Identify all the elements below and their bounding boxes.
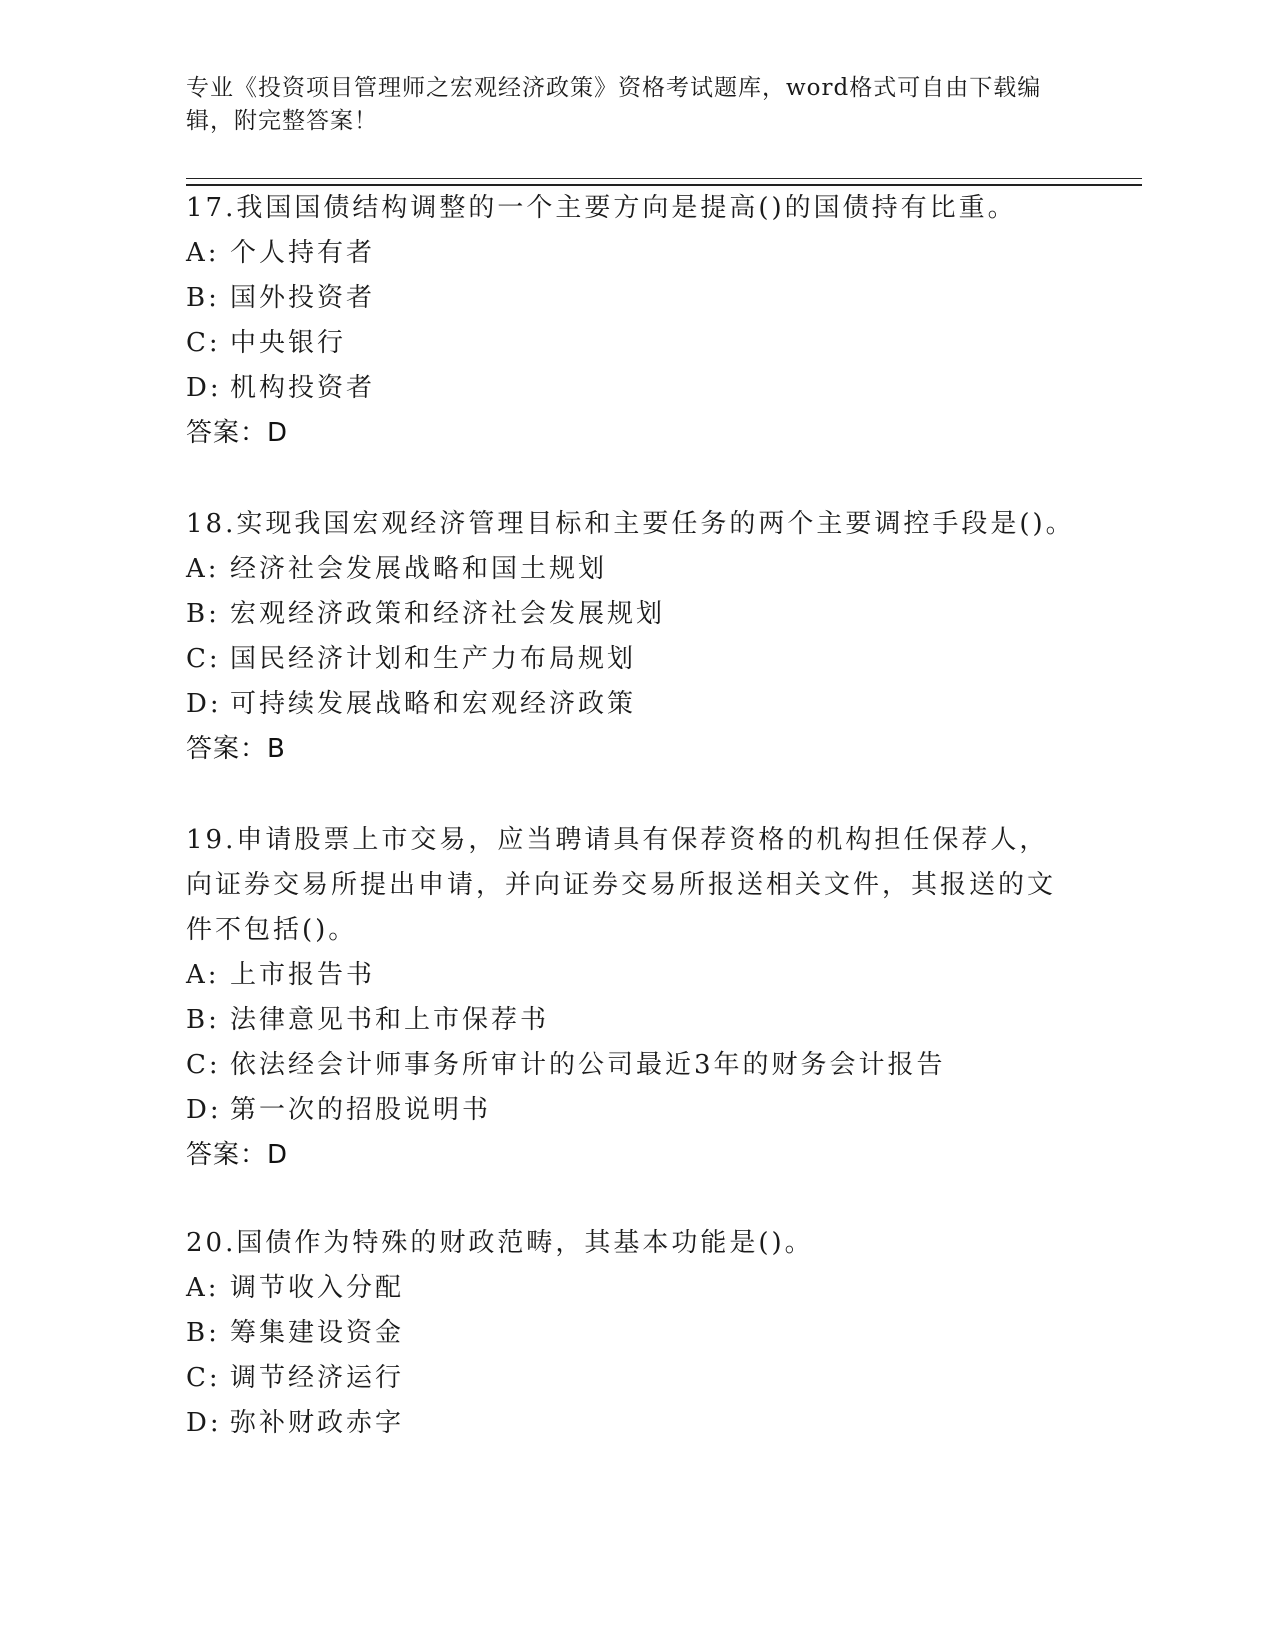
option-c (186, 637, 1086, 682)
option-key: C: (186, 1363, 221, 1393)
question-19 (186, 818, 1086, 1178)
option-text: 国民经济计划和生产力布局规划 (230, 644, 637, 674)
option-text: 中央银行 (230, 328, 347, 358)
header-note: 专业《投资项目管理师之宏观经济政策》资格考试题库，word格式可自由下载编辑，附完整答案！ (186, 75, 1042, 134)
question-stem: 20.国债作为特殊的财政范畴，其基本功能是()。 (186, 1228, 814, 1258)
option-text: 可持续发展战略和宏观经济政策 (230, 689, 637, 719)
option-text: 法律意见书和上市保荐书 (230, 1005, 550, 1035)
option-key: A: (186, 238, 220, 268)
option-text: 调节收入分配 (230, 1273, 405, 1303)
option-text: 经济社会发展战略和国土规划 (230, 554, 608, 584)
option-text: 个人持有者 (230, 238, 376, 268)
option-a (186, 1266, 1086, 1311)
option-b (186, 276, 1086, 321)
question-17 (186, 186, 1086, 456)
option-a (186, 953, 1086, 998)
option-c (186, 1356, 1086, 1401)
answer-label: 答案：B (186, 734, 286, 764)
option-text: 国外投资者 (230, 283, 376, 313)
option-text: 机构投资者 (230, 373, 376, 403)
option-text: 弥补财政赤字 (230, 1408, 405, 1438)
option-key: B: (186, 1005, 220, 1035)
option-c (186, 1043, 1086, 1088)
option-key: D: (186, 689, 222, 719)
question-stem: 17.我国国债结构调整的一个主要方向是提高()的国债持有比重。 (186, 193, 1017, 223)
option-key: A: (186, 1273, 220, 1303)
question-18 (186, 502, 1086, 772)
option-d (186, 682, 1086, 727)
option-text: 筹集建设资金 (230, 1318, 405, 1348)
option-key: A: (186, 960, 220, 990)
option-key: D: (186, 373, 222, 403)
option-d (186, 1401, 1086, 1446)
question-stem: 18.实现我国宏观经济管理目标和主要任务的两个主要调控手段是()。 (186, 509, 1075, 539)
option-key: A: (186, 554, 220, 584)
option-text: 依法经会计师事务所审计的公司最近3年的财务会计报告 (230, 1050, 946, 1080)
option-a (186, 231, 1086, 276)
option-b (186, 998, 1086, 1043)
option-key: D: (186, 1408, 222, 1438)
header-divider-thin (186, 178, 1142, 179)
option-key: C: (186, 644, 221, 674)
option-key: C: (186, 328, 221, 358)
option-key: B: (186, 599, 220, 629)
option-key: C: (186, 1050, 221, 1080)
option-text: 上市报告书 (230, 960, 376, 990)
option-b (186, 1311, 1086, 1356)
answer-label: 答案：D (186, 418, 289, 448)
answer-label: 答案：D (186, 1140, 289, 1170)
question-20 (186, 1221, 1086, 1446)
option-d (186, 366, 1086, 411)
option-key: B: (186, 283, 220, 313)
option-text: 宏观经济政策和经济社会发展规划 (230, 599, 666, 629)
option-key: B: (186, 1318, 220, 1348)
option-key: D: (186, 1095, 222, 1125)
option-a (186, 547, 1086, 592)
option-c (186, 321, 1086, 366)
option-text: 第一次的招股说明书 (230, 1095, 492, 1125)
question-stem: 19.申请股票上市交易，应当聘请具有保荐资格的机构担任保荐人，向证券交易所提出申请，并向证券交易所报送相关文件，其报送的文件不包括()。 (186, 825, 1057, 945)
option-text: 调节经济运行 (230, 1363, 405, 1393)
option-d (186, 1088, 1086, 1133)
option-b (186, 592, 1086, 637)
